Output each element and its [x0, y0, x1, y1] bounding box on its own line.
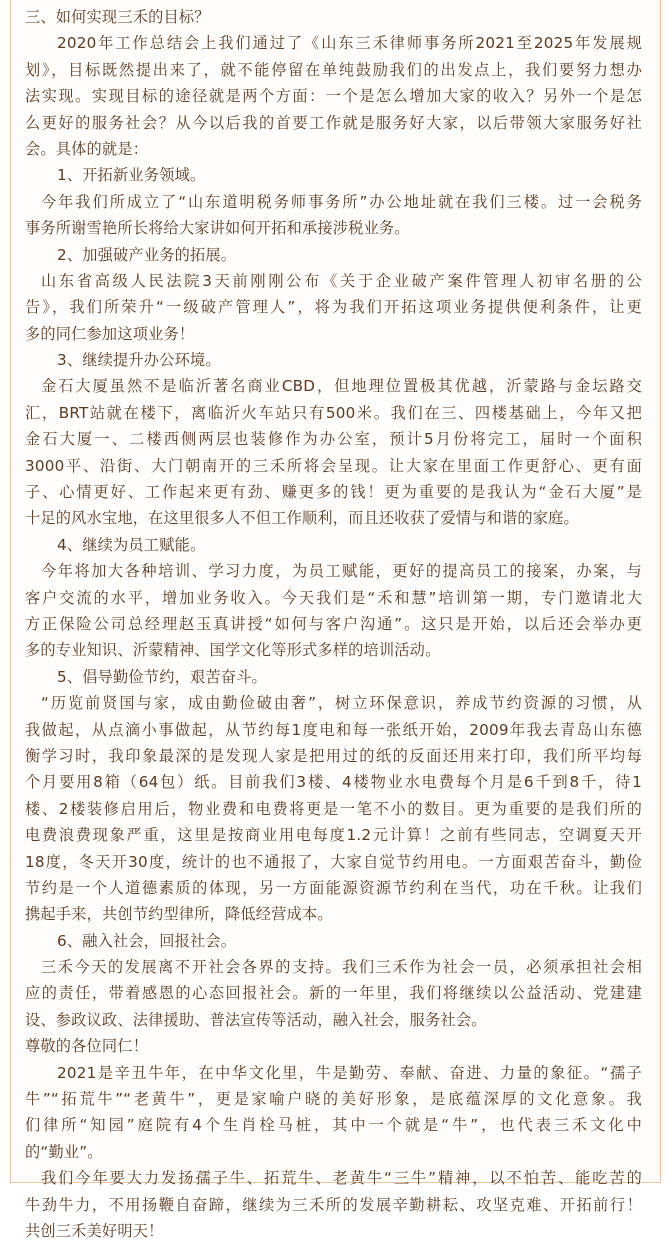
subheading: 2、加强破产业务的拓展。 [57, 245, 237, 264]
paragraph-line: 我做起，从点滴小事做起，从节约每1度电和每一张纸开始，2009年我去青岛山东德 [25, 720, 642, 739]
paragraph-line: 汇，BRT站就在楼下，离临沂火车站只有500米。我们在三、四楼基础上，今年又把 [25, 403, 642, 422]
paragraph-line: 携起手来，共创节约型律所，降低经营成本。 [25, 905, 333, 924]
paragraph-line: 三禾今天的发展离不开社会各界的支持。我们三禾作为社会一员，必须承担社会相 [41, 958, 642, 977]
salutation: 尊敬的各位同仁！ [25, 1037, 149, 1056]
paragraph-line: 今年我们所成立了“山东道明税务师事务所”办公地址就在我们三楼。过一会税务 [41, 192, 642, 211]
subheading: 5、倡导勤俭节约，艰苦奋斗。 [57, 667, 267, 686]
document-body [10, 0, 661, 1240]
paragraph-line: 十足的风水宝地，在这里很多人不但工作顺利，而且还收获了爱情与和谐的家庭。 [25, 509, 579, 528]
paragraph-line: 子、心情更好、工作起来更有劲、赚更多的钱！更为重要的是我认为“金石大厦”是 [25, 483, 642, 502]
paragraph-line: 事务所谢雪艳所长将给大家讲如何开拓和承接涉税业务。 [25, 219, 410, 238]
paragraph-line: 18度，冬天开30度，统计的也不通报了，大家自觉节约用电。一方面艰苦奋斗，勤俭 [25, 852, 642, 871]
subheading: 3、继续提升办公环境。 [57, 351, 221, 370]
paragraph-line: 楼、2楼装修启用后，物业费和电费将更是一笔不小的数目。更为重要的是我们所的 [25, 799, 642, 818]
paragraph-line: 会。具体的就是： [25, 139, 149, 158]
paragraph-line: 个月要用8箱（64包）纸。目前我们3楼、4楼物业水电费每个月是6千到8千，待1 [25, 773, 642, 792]
section-heading: 三、如何实现三禾的目标？ [25, 8, 210, 26]
closing-line: 共创三禾美好明天！ [25, 1221, 164, 1240]
paragraph-line: 电费浪费现象严重，这里是按商业用电每度1.2元计算！之前有些同志，空调夏天开 [25, 826, 642, 845]
subheading: 4、继续为员工赋能。 [57, 535, 206, 554]
paragraph-line: 多的专业知识、沂蒙精神、国学文化等形式多样的培训活动。 [25, 641, 441, 660]
paragraph-line: 2021是辛丑牛年，在中华文化里，牛是勤劳、奉献、奋进、力量的象征。“孺子 [57, 1063, 642, 1082]
paragraph-line: 今年将加大各种培训、学习力度，为员工赋能，更好的提高员工的接案，办案，与 [41, 562, 642, 581]
paragraph-line: 节约是一个人道德素质的体现，另一方面能源资源节约利在当代，功在千秋。让我们 [25, 878, 642, 897]
paragraph-line: 3000平、沿街、大门朝南开的三禾所将会呈现。让大家在里面工作更舒心、更有面 [25, 456, 642, 475]
paragraph-line: 设、参政议政、法律援助、普法宣传等活动，融入社会，服务社会。 [25, 1010, 487, 1029]
subheading: 1、开拓新业务领域。 [57, 166, 206, 185]
paragraph-line: 划》，目标既然提出来了，就不能停留在单纯鼓励我们的出发点上，我们要努力想办 [25, 60, 642, 79]
paragraph-line: 客户交流的水平，增加业务收入。今天我们是“禾和慧”培训第一期，专门邀请北大 [25, 588, 642, 607]
paragraph-line: 多的同仁参加这项业务！ [25, 324, 195, 343]
paragraph-line: 应的责任，带着感恩的心态回报社会。新的一年里，我们将继续以公益活动、党建建 [25, 984, 642, 1003]
paragraph-line: 的“勤业”。 [25, 1142, 103, 1161]
paragraph-line: 衡学习时，我印象最深的是发现人家是把用过的纸的反面还用来打印，我们所平均每 [25, 746, 642, 765]
paragraph-line: 法实现。实现目标的途径就是两个方面：一个是怎么增加大家的收入？另外一个是怎 [25, 87, 642, 106]
paragraph-line: 山东省高级人民法院3天前刚刚公布《关于企业破产案件管理人初审名册的公 [41, 271, 642, 290]
paragraph-line: 2020年工作总结会上我们通过了《山东三禾律师事务所2021至2025年发展规 [57, 34, 642, 53]
paragraph-line: 牛”“拓荒牛”“老黄牛”，更是家喻户晓的美好形象，是底蕴深厚的文化意象。我 [25, 1090, 642, 1109]
paragraph-line: 我们今年要大力发扬孺子牛、拓荒牛、老黄牛“三牛”精神，以不怕苦、能吃苦的 [41, 1169, 642, 1188]
paragraph-line: 方正保险公司总经理赵玉真讲授“如何与客户沟通”。这只是开始，以后还会举办更 [25, 614, 642, 633]
paragraph-line: “历览前贤国与家，成由勤俭破由奢”，树立环保意识，养成节约资源的习惯，从 [41, 694, 642, 713]
subheading: 6、融入社会，回报社会。 [57, 931, 237, 950]
paragraph-line: 么更好的服务社会？从今以后我的首要工作就是服务好大家，以后带领大家服务好社 [25, 113, 642, 132]
paragraph-line: 们律所“知园”庭院有4个生肖栓马桩，其中一个就是“牛”，也代表三禾文化中 [25, 1116, 642, 1135]
paragraph-line: 金石大厦虽然不是临沂著名商业CBD，但地理位置极其优越，沂蒙路与金坛路交 [41, 377, 642, 396]
paragraph-line: 金石大厦一、二楼西侧两层也装修作为办公室，预计5月份将完工，届时一个面积 [25, 430, 642, 449]
paragraph-line: 告》，我们所荣升“一级破产管理人”，将为我们开拓这项业务提供便利条件，让更 [25, 298, 642, 317]
paragraph-line: 牛劲牛力，不用扬鞭自奋蹄，继续为三禾所的发展辛勤耕耘、攻坚克难、开拓前行！ [25, 1195, 642, 1214]
